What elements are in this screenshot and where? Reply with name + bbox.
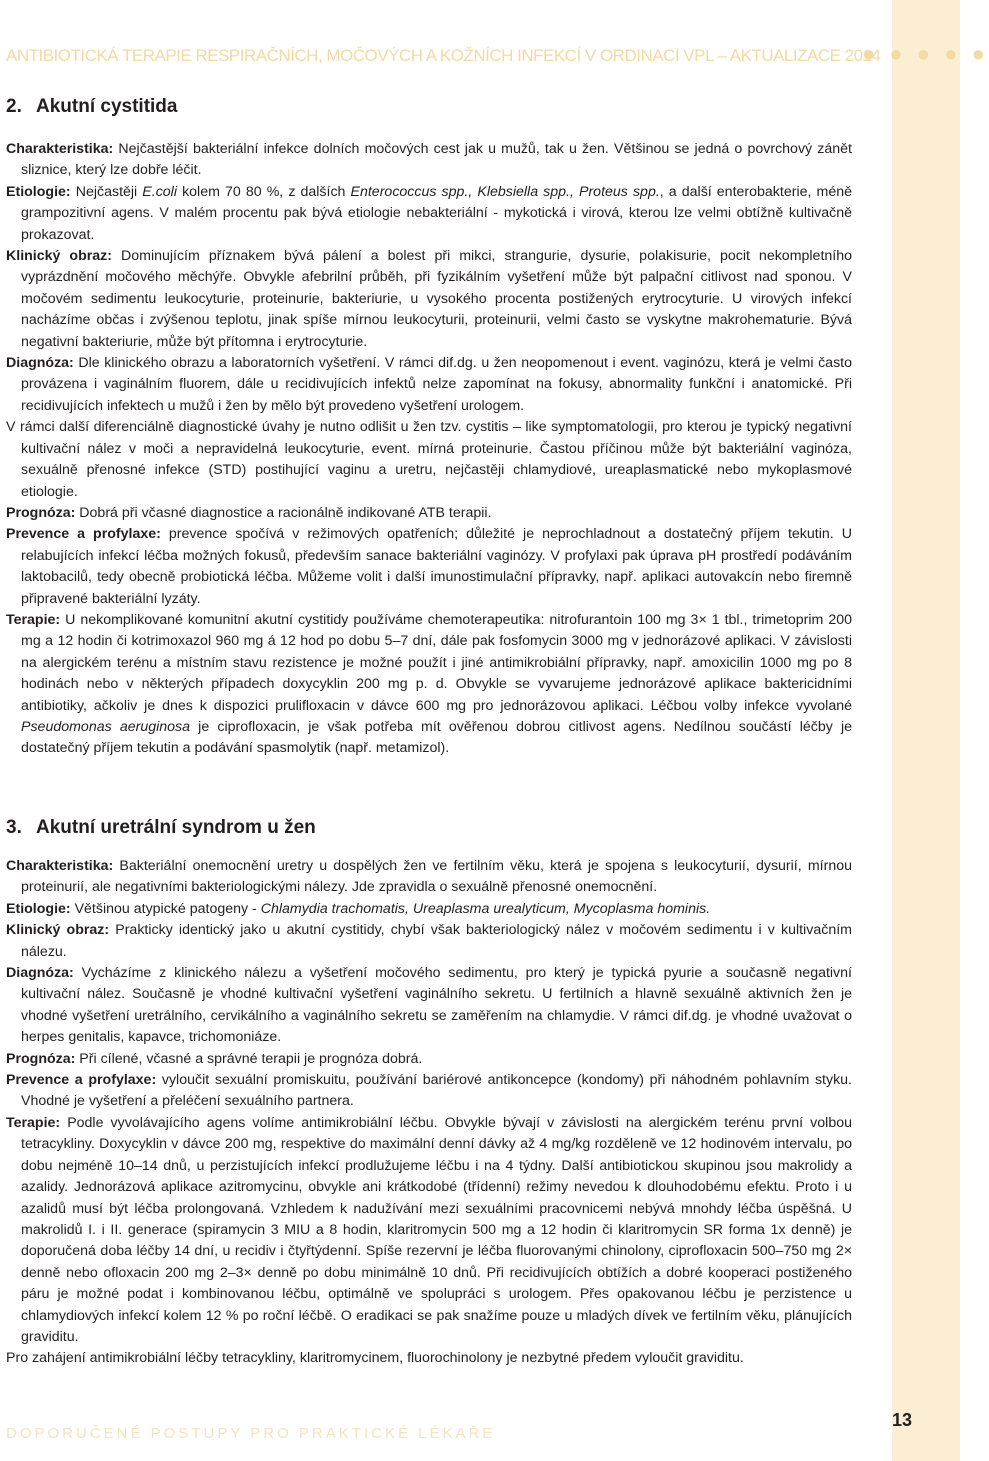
paragraph-text: Dle klinického obrazu a laboratorních vyšetření. V rámci dif.dg. u žen neopomenout i event. vaginózu, která je velmi často provázena i vaginálním fluorem, dále u recidivujících infektů nelze zapomínat na fokusy, abnormality funkční i anatomické. Při recidivujících infektech u mužů i žen by mělo být provedeno vyšetření urologem.	[21, 355, 852, 414]
section-2-number: 2.	[6, 96, 22, 117]
paragraph-text: vyloučit sexuální promiskuitu, používání bariérové antikoncepce (kondomy) při náhodném pohlavním styku. Vhodné je vyšetření a přeléčení sexuálního partnera.	[21, 1072, 852, 1110]
paragraph-label: Klinický obraz:	[6, 922, 110, 939]
paragraph-text: , a další enterobakterie, méně grampozitivní agens. V malém procentu pak bývá etiologie nebakteriální - mykotická i virová, kterou lze velmi obtížně kultivačně prokazovat.	[21, 183, 852, 243]
paragraph-text: Většinou atypické patogeny -	[70, 900, 261, 917]
paragraph	[6, 503, 852, 524]
paragraph	[6, 963, 852, 1049]
paragraph-label: Klinický obraz:	[6, 248, 112, 265]
paragraph-text: Enterococcus spp., Klebsiella spp., Proteus spp.	[350, 183, 660, 200]
header-dots-decoration: ● ● ● ● ●	[862, 41, 989, 66]
paragraph-label: Terapie:	[6, 1114, 61, 1131]
paragraph-text: Pseudomonas aeruginosa	[21, 718, 191, 735]
section-2-title: Akutní cystitida	[36, 96, 178, 117]
paragraph-text: prevence spočívá v režimových opatřeních; důležité je neprochladnout a dostatečný příjem tekutin. U relabujících infekcí léčba možných fokusů, především sanace bakteriální vaginózy. V profylaxi pak úprava pH prostředí podáváním laktobacilů, tedy obecně probiotická léčba. Můžeme volit i další imunostimulační přípravky, např. aplikaci autovakcín nebo firemně připravené bakteriální lyzáty.	[21, 526, 852, 607]
paragraph	[6, 417, 852, 503]
running-header: ANTIBIOTICKÁ TERAPIE RESPIRAČNÍCH, MOČOVÝCH A KOŽNÍCH INFEKCÍ V ORDINACI VPL – AKTUALIZACE 2014	[6, 46, 881, 65]
paragraph	[6, 1049, 852, 1070]
page-number: 13	[891, 1410, 913, 1430]
paragraph-label: Etiologie:	[6, 183, 71, 200]
paragraph-text: V rámci další diferenciálně diagnostické úvahy je nutno odlišit u žen tzv. cystitis – like symptomatologii, pro kterou je typický negativní kultivační nález v moči a nepravidelná leukocyturie, event. mírná proteinurie. Častou příčinou může být bakteriální vaginóza, sexuálně přenosné infekce (STD) postihující vaginu a uretru, nejčastěji chlamydiové, ureaplasmatické nebo mykoplasmové etiologie.	[6, 419, 852, 500]
paragraph-label: Terapie:	[6, 611, 61, 628]
paragraph	[6, 246, 852, 353]
paragraph	[6, 1348, 852, 1369]
footer-running-text: DOPORUČENÉ POSTUPY PRO PRAKTICKÉ LÉKAŘE	[6, 1425, 496, 1442]
paragraph-text: Bakteriální onemocnění uretry u dospělých žen ve fertilním věku, která je spojena s leukocyturií, dysurií, mírnou proteinurií, ale negativními bakteriologickými nálezy. Jde zpravidla o sexuálně přenosné onemocnění.	[21, 858, 852, 896]
paragraph-text: kolem 70 80 %, z dalších	[177, 183, 351, 200]
paragraph-label: Prevence a profylaxe:	[6, 1072, 157, 1089]
section-2-heading	[6, 96, 177, 118]
section-3-body	[6, 856, 852, 1370]
paragraph-text: Chlamydia trachomatis, Ureaplasma urealyticum, Mycoplasma hominis.	[260, 900, 711, 917]
section-2-body	[6, 139, 852, 760]
paragraph-text: Nejčastěji	[70, 183, 143, 200]
paragraph-text: Vycházíme z klinického nálezu a vyšetření močového sedimentu, pro který je typická pyurie a současně negativní kultivační nález. Současně je vhodné kultivační vyšetření vaginálního sekretu. U fertilních a hlavně sexuálně aktivních žen je vhodné vyšetření uretrálního, cervikálního a vaginálního sekretu se zaměřením na chlamydie. V rámci dif.dg. je vhodné uvažovat o herpes genitalis, kapavce, trichomoniáze.	[21, 965, 852, 1046]
paragraph	[6, 524, 852, 610]
paragraph-text: Pro zahájení antimikrobiální léčby tetracykliny, klaritromycinem, fluorochinolony je nezbytné předem vyloučit graviditu.	[6, 1350, 744, 1367]
paragraph-text: je ciprofloxacin, je však potřeba mít ověřenou dobrou citlivost agens. Nedílnou součástí léčby je dostatečný příjem tekutin a podávání spasmolytik (např. metamizol).	[21, 718, 852, 757]
paragraph-label: Etiologie:	[6, 900, 71, 917]
paragraph	[6, 920, 852, 963]
paragraph	[6, 610, 852, 760]
paragraph-text: Při cílené, včasné a správné terapii je prognóza dobrá.	[75, 1050, 423, 1067]
section-3-heading	[6, 817, 316, 839]
paragraph	[6, 856, 852, 899]
paragraph-label: Charakteristika:	[6, 858, 114, 874]
paragraph-text: Dominujícím příznakem bývá pálení a bolest při mikci, strangurie, dysurie, polakisurie, pocit nekompletního vyprázdnění močového měchýře. Obvykle afebrilní průběh, při fyzikálním vyšetření může být palpační citlivost nad sponou. V močovém sedimentu leukocyturie, proteinurie, bakteriurie, u vysokého procenta postižených erytrocyturie. U virových infekcí nacházíme občas i zvýšenou teplotu, jinak spíše mírnou leukocyturii, proteinurii, velmi často se vyskytne makrohematurie. Bývá negativní bakteriurie, může být přítomna i erytrocyturie.	[21, 248, 852, 350]
paragraph-text: Podle vyvolávajícího agens volíme antimikrobiální léčbu. Obvykle bývají v závislosti na alergickém terénu první volbou tetracykliny. Doxycyklin v dávce 200 mg, respektive do maximální denní dávky až 4 mg/kg rozděleně ve 12 hodinovém intervalu, po dobu nejméně 10–14 dnů, u perzistujících infekcí prodlužujeme léčbu i na 4 týdny. Další antibiotickou skupinou jsou makrolidy a azalidy. Jednorázová aplikace azitromycinu, obvykle ani krátkodobé (třídenní) režimy nevedou k dlouhodobému efektu. Proto i u azalidů musí být léčba prolongovaná. Vzhledem k nadužívání mezi sexuálními pracovnicemi nebývá mnohdy léčba úspěšná. U makrolidů I. i II. generace (spiramycin 3 MIU a 8 hodin, klaritromycin 500 mg a 12 hodin či klaritromycin SR forma 1x denně) je doporučená doba léčby 14 dní, u recidiv i čtyřtýdenní. Spíše rezervní je léčba fluorovanými chinolony, ciprofloxacin 500–750 mg 2× denně nebo ofloxacin 200 mg 2–3× denně po dobu minimálně 10 dnů. Při recidivujících obtížích a dobré kooperaci postiženého páru je možné podat i kombinovanou léčbu, optimálně ve spolupráci s urologem. Přes opakovanou léčbu je perzistence u chlamydiových infekcí kolem 12 % po roční léčbě. O eradikaci se pak snažíme pouze u mladých dívek ve fertilním věku, plánujících graviditu.	[21, 1114, 852, 1345]
paragraph-label: Diagnóza:	[6, 355, 74, 372]
side-color-strip	[892, 0, 960, 1461]
section-3-title: Akutní uretrální syndrom u žen	[36, 817, 316, 838]
paragraph-text: U nekomplikované komunitní akutní cystitidy používáme chemoterapeutika: nitrofurantoin 100 mg 3× 1 tbl., trimetoprim 200 mg a 12 hodin či kotrimoxazol 960 mg á 12 hod po dobu 5–7 dní, dále pak fosfomycin 3000 mg v jednorázové aplikaci. V závislosti na alergickém terénu a místním stavu rezistence je možné použít i jiné antimikrobiální přípravky, např. amoxicilin 1000 mg po 8 hodinách nebo v některých případech doxycyklin 200 mg p. d. Obvykle se vyvarujeme jednorázové aplikace baktericidními antibiotiky, ačkoliv je dnes k dispozici prulifloxacin v dávce 600 mg pro jednorázovou aplikaci. Léčbou volby infekce vyvolané	[21, 611, 852, 714]
paragraph	[6, 353, 852, 417]
section-3-number: 3.	[6, 817, 22, 838]
paragraph-label: Charakteristika:	[6, 141, 114, 157]
paragraph	[6, 182, 852, 246]
paragraph-text: Nejčastější bakteriální infekce dolních močových cest jak u mužů, tak u žen. Většinou se jedná o povrchový zánět sliznice, který lze dobře léčit.	[21, 141, 852, 179]
paragraph-label: Prevence a profylaxe:	[6, 526, 161, 543]
paragraph-text: E.coli	[142, 183, 177, 200]
paragraph	[6, 1113, 852, 1348]
paragraph-label: Prognóza:	[6, 1050, 76, 1067]
paragraph-text: Prakticky identický jako u akutní cystitidy, chybí však bakteriologický nález v močovém sedimentu i v kultivačním nálezu.	[21, 922, 852, 960]
paragraph	[6, 1070, 852, 1113]
paragraph	[6, 899, 852, 920]
paragraph-label: Diagnóza:	[6, 965, 74, 982]
paragraph-text: Dobrá při včasné diagnostice a racionálně indikované ATB terapii.	[75, 504, 492, 521]
paragraph	[6, 139, 852, 182]
paragraph-label: Prognóza:	[6, 504, 76, 521]
